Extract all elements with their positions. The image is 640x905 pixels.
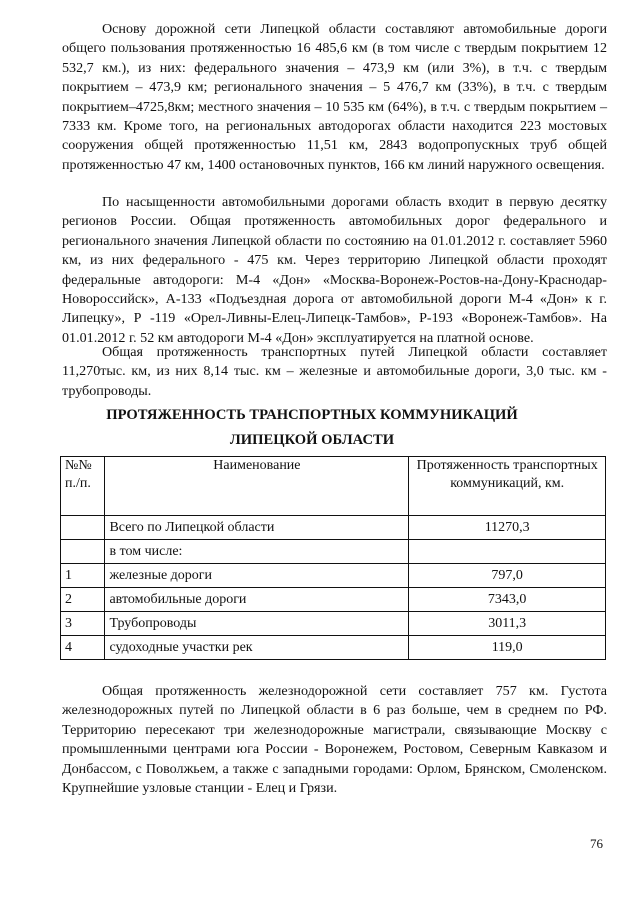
row-name: в том числе: [105,540,409,564]
row-value [409,540,606,564]
header-name: Наименование [105,457,409,516]
paragraph-railway-network: Общая протяженность железнодорожной сети составляет 757 км. Густота железнодорожных путей по Липецкой области в 6 раз больше, чем в среднем по РФ. Территорию пересекают три железнодорожные магистрали, связывающие Москву с промышленными центрами юга России - Воронежем, Ростовом, Северным Кавказом и Донбассом, с Поволжьем, а также с западными городами: Орлом, Брянском, Смоленском. Крупнейшие узловые станции - Елец и Грязи. [62,683,607,797]
row-value: 7343,0 [409,588,606,612]
table-row [61,636,606,660]
row-name: автомобильные дороги [105,588,409,612]
row-num: 4 [61,636,105,660]
table-row [61,540,606,564]
row-name: судоходные участки рек [105,636,409,660]
table-row [61,612,606,636]
table-row [61,564,606,588]
row-value: 11270,3 [409,516,606,540]
row-name: железные дороги [105,564,409,588]
table-title-line2: ЛИПЕЦКОЙ ОБЛАСТИ [229,432,395,448]
paragraph-federal-roads: По насыщенности автомобильными дорогами область входит в первую десятку регионов России. Общая протяженность автомобильных дорог федерального и регионального значения Липецкой области по состоянию на 01.01.2012 г. составляет 5960 км, из них федерального - 475 км. Через территорию Липецкой области проходят федеральные автодороги: М-4 «Дон» «Москва-Воронеж-Ростов-на-Дону-Краснодар-Новороссийск», А-133 «Подъездная дорога от автомобильной дороги М-4 «Дон» к г. Липецку», Р -119 «Орел-Ливны-Елец-Липецк-Тамбов», Р-193 «Воронеж-Тамбов». На 01.01.2012 г. 52 км автодороги М-4 «Дон» эксплуатируется на платной основе. [62,194,607,346]
row-value: 3011,3 [409,612,606,636]
header-num: №№ п./п. [61,457,105,516]
row-num [61,516,105,540]
header-length: Протяженность транспортных коммуникаций, км. [409,457,606,516]
page-number: 76 [590,836,603,851]
table-row [61,516,606,540]
table-header-row [61,457,606,516]
row-value: 119,0 [409,636,606,660]
row-num: 3 [61,612,105,636]
table-title-line1: ПРОТЯЖЕННОСТЬ ТРАНСПОРТНЫХ КОММУНИКАЦИЙ [106,407,518,423]
row-num: 1 [61,564,105,588]
table-row [61,588,606,612]
row-name: Всего по Липецкой области [105,516,409,540]
row-value: 797,0 [409,564,606,588]
row-num: 2 [61,588,105,612]
paragraph-road-network: Основу дорожной сети Липецкой области составляют автомобильные дороги общего пользования протяженностью 16 485,6 км (в том числе с твердым покрытием 12 532,7 км.), из них: федерального значения – 473,9 км (или 3%), в т.ч. с твердым покрытием – 473,9 км; регионального значения – 5 476,7 км (33%), в т.ч. с твердым покрытием–4725,8км; местного значения – 10 535 км (64%), в т.ч. с твердым покрытием – 7333 км. Кроме того, на региональных автодорогах области находится 223 мостовых сооружения общей протяженностью 11,51 км, 2843 водопропускных труб общей протяженностью 47 км, 1400 остановочных пунктов, 166 км линий наружного освещения. [62,21,607,173]
row-name: Трубопроводы [105,612,409,636]
transport-table [60,456,606,660]
paragraph-transport-total: Общая протяженность транспортных путей Липецкой области составляет 11,270тыс. км, из них 8,14 тыс. км – железные и автомобильные дороги, 3,0 тыс. км - трубопроводы. [62,344,607,399]
row-num [61,540,105,564]
